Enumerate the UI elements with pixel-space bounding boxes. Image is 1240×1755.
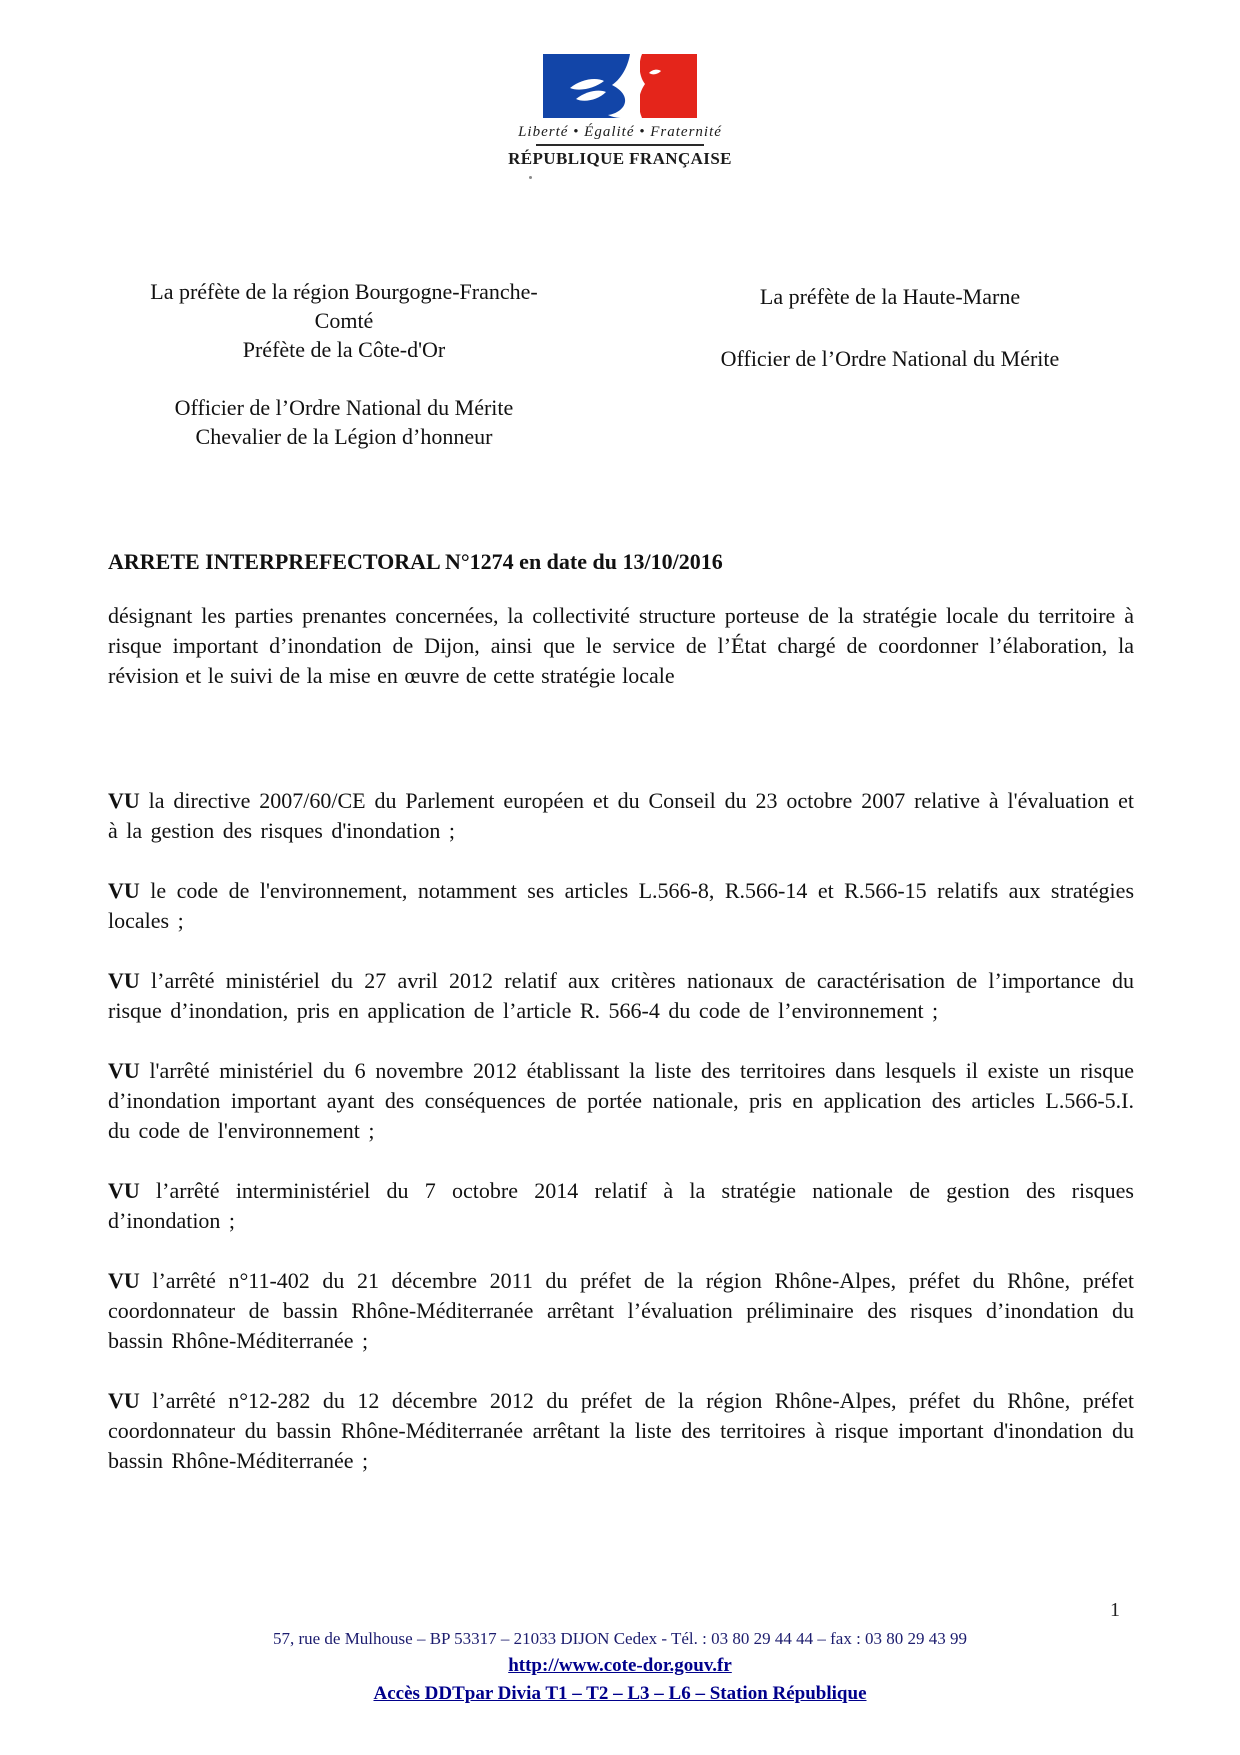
- vu-label: VU: [108, 968, 140, 993]
- vu-text: la directive 2007/60/CE du Parlement européen et du Conseil du 23 octobre 2007 relative à l'évaluation et à la gestion des risques d'inondation ;: [108, 788, 1134, 843]
- decree-subject: désignant les parties prenantes concernées, la collectivité structure porteuse de la stratégie locale du territoire à risque important d’inondation de Dijon, ainsi que le service de l’État chargé de coordonner l’élaboration, la révision et le suivi de la mise en œuvre de cette stratégie locale: [108, 603, 1134, 688]
- issuer-left-line4: Officier de l’Ordre National du Mérite: [174, 395, 514, 420]
- vu-label: VU: [108, 878, 140, 903]
- vu-label: VU: [108, 1388, 140, 1413]
- vu-label: VU: [108, 788, 140, 813]
- vu-label: VU: [108, 1268, 140, 1293]
- vu-label: VU: [108, 1178, 140, 1203]
- vu-paragraph: [108, 876, 1134, 936]
- vu-text: l’arrêté n°12-282 du 12 décembre 2012 du préfet de la région Rhône-Alpes, préfet du Rhône, préfet coordonnateur du bassin Rhône-Méditerranée arrêtant la liste des territoires à risque important d'inondation du bassin Rhône-Méditerranée ;: [108, 1388, 1134, 1473]
- logo-motto: Liberté • Égalité • Fraternité: [518, 124, 722, 140]
- vu-label: VU: [108, 1058, 140, 1083]
- issuer-right-block: [642, 282, 1138, 373]
- issuer-left-line1: La préfète de la région Bourgogne-Franche-: [150, 279, 538, 304]
- issuer-left-block: [118, 277, 570, 451]
- vu-paragraph: [108, 1386, 1134, 1476]
- logo-republic-name: RÉPUBLIQUE FRANÇAISE: [508, 149, 732, 168]
- footer-address: 57, rue de Mulhouse – BP 53317 – 21033 DIJON Cedex - Tél. : 03 80 29 44 44 – fax : 03 80 29 43 99: [272, 1629, 968, 1648]
- issuer-left-line2: Comté: [314, 308, 374, 333]
- vu-text: l’arrêté interministériel du 7 octobre 2014 relatif à la stratégie nationale de gestion des risques d’inondation ;: [108, 1178, 1134, 1233]
- vu-text: le code de l'environnement, notamment ses articles L.566-8, R.566-14 et R.566-15 relatifs aux stratégies locales ;: [108, 878, 1134, 933]
- vu-paragraphs: [108, 786, 1134, 1506]
- issuer-left-line5: Chevalier de la Légion d’honneur: [195, 424, 493, 449]
- republique-francaise-logo: [0, 54, 1240, 169]
- vu-paragraph: [108, 1176, 1134, 1236]
- issuer-right-line2: Officier de l’Ordre National du Mérite: [720, 346, 1060, 371]
- vu-paragraph: [108, 1056, 1134, 1146]
- page-number: 1: [1110, 1599, 1120, 1621]
- footer-website-link[interactable]: http://www.cote-dor.gouv.fr: [508, 1655, 732, 1676]
- footer: [0, 1629, 1240, 1705]
- decree-title: ARRETE INTERPREFECTORAL N°1274 en date du 13/10/2016: [108, 549, 723, 574]
- ink-speck: [529, 176, 532, 179]
- vu-paragraph: [108, 1266, 1134, 1356]
- vu-text: l'arrêté ministériel du 6 novembre 2012 établissant la liste des territoires dans lesquels il existe un risque d’inondation important ayant des conséquences de portée nationale, pris en application des articles L.566-5.I. du code de l'environnement ;: [108, 1058, 1134, 1143]
- logo-divider: [536, 144, 704, 146]
- marianne-flag-icon: [543, 54, 697, 118]
- vu-paragraph: [108, 786, 1134, 846]
- vu-text: l’arrêté ministériel du 27 avril 2012 relatif aux critères nationaux de caractérisation de l’importance du risque d’inondation, pris en application de l’article R. 566-4 du code de l’environnement ;: [108, 968, 1134, 1023]
- footer-access-link[interactable]: Accès DDTpar Divia T1 – T2 – L3 – L6 – Station République: [373, 1683, 867, 1704]
- vu-text: l’arrêté n°11-402 du 21 décembre 2011 du préfet de la région Rhône-Alpes, préfet du Rhône, préfet coordonnateur de bassin Rhône-Méditerranée arrêtant l’évaluation préliminaire des risques d’inondation du bassin Rhône-Méditerranée ;: [108, 1268, 1134, 1353]
- vu-paragraph: [108, 966, 1134, 1026]
- issuer-right-line1: La préfète de la Haute-Marne: [759, 284, 1021, 309]
- issuer-left-line3: Préfète de la Côte-d'Or: [242, 337, 446, 362]
